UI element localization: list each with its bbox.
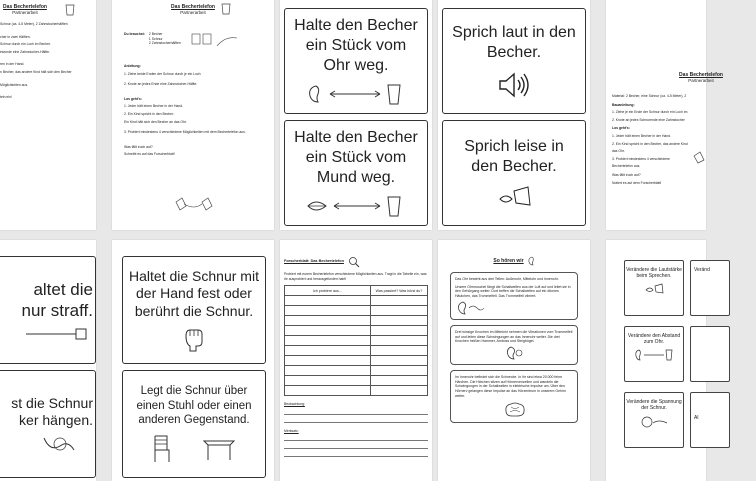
start-label: Los geht's: xyxy=(124,96,142,101)
magnifier-icon xyxy=(348,256,360,268)
mini-card-distance xyxy=(624,326,684,382)
mini-card-page xyxy=(606,240,710,481)
worksheet-line: 2. Knote an jedes Schnurende eine Zahnstocher xyxy=(612,117,685,122)
worksheet-line: Schnur durch ein Loch im Becher. xyxy=(0,42,51,47)
mini-card-text: Verändere die Lautstärke beim Sprechen. xyxy=(626,267,682,279)
observation-lines xyxy=(284,407,428,423)
worksheet-line: ewunde eine Zahnstocher-Hälfte. xyxy=(0,49,50,54)
research-table xyxy=(284,285,428,396)
worksheet-line: cher in zwei Hälften. xyxy=(0,34,31,39)
card-text: st die Schnur ker hängen. xyxy=(11,394,93,428)
mini-card-text: Veränd xyxy=(694,267,710,273)
mini-card-volume xyxy=(624,260,684,316)
research-title: Forscherblatt: Das Bechertelefon xyxy=(284,259,344,264)
instruction-step: 2. Ein Kind spricht in den Becher. xyxy=(124,111,174,116)
mouth-cup-icon xyxy=(496,185,532,209)
instruction-step: 1. Ziehe beide Enden der Schnur durch je ein Loch xyxy=(124,71,201,76)
instruction-step: 3. Probiert mindestens 4 verschiedene Möglichkeiten mit dem Bechertelefon aus. xyxy=(124,130,246,135)
card-text: Legt die Schnur über einen Stuhl oder einen anderen Gegenstand. xyxy=(136,385,252,427)
table-row xyxy=(285,336,428,346)
card-text: Sprich leise in den Becher. xyxy=(464,138,564,175)
ear-cup-icon xyxy=(306,82,406,106)
middle-ear-icon xyxy=(505,346,573,360)
research-sheet-page xyxy=(280,240,432,481)
worksheet-note: Schreibt es auf das Forscherblatt! xyxy=(124,152,175,157)
card-page-left xyxy=(0,240,96,481)
material-item: 1 Schnur xyxy=(148,36,163,41)
ear-cup-icon xyxy=(634,349,674,361)
bechertelefon-icon xyxy=(174,196,214,214)
card-page xyxy=(438,0,590,230)
method-label: Merksatz: xyxy=(284,428,299,433)
table-icon xyxy=(202,437,236,461)
card-hold-string xyxy=(122,256,266,364)
worksheet-line: Material: 2 Becher, eine Schnur (ca. 4-5 Meter), 2 xyxy=(612,94,687,98)
cup-icon xyxy=(64,4,76,16)
mini-card-partial xyxy=(690,326,730,382)
instruction-step: Ein Kind hält sich den Becher an das Ohr. xyxy=(124,119,187,124)
table-row xyxy=(285,356,428,366)
info-text: Drei winzige Knochen im Mittelohr nehmen die Vibrationen vom Trommelfell auf und leiten diese Schwingungen an das Innenohr weiter. Die drei Knochen heißen Hammer, Amboss und Steigbügel. xyxy=(455,329,573,344)
table-row xyxy=(285,326,428,336)
table-row xyxy=(285,376,428,386)
card-text: Haltet die Schnur mit der Hand fest oder berührt die Schnur. xyxy=(129,267,259,319)
worksheet-title: Das Bechertelefon xyxy=(679,72,723,78)
card-page xyxy=(112,240,274,481)
mini-card-text: Al xyxy=(694,415,699,421)
cups-and-string-icon xyxy=(191,32,239,50)
chair-icon xyxy=(152,434,172,464)
worksheet-line: Was fällt euch auf? xyxy=(612,172,641,177)
info-box-outer-ear xyxy=(450,272,578,320)
instruction-step: 1. Jeder hält einen Becher in der Hand. xyxy=(124,104,183,109)
worksheet-page-right xyxy=(606,0,723,230)
worksheet-line: Bauanleitung: xyxy=(612,102,635,107)
table-row xyxy=(285,366,428,376)
worksheet-line: 2. Ein Kind spricht in den Becher, das andere Kind xyxy=(612,141,688,146)
fist-icon xyxy=(182,324,206,352)
mini-card-partial xyxy=(690,260,730,316)
card-text: Sprich laut in den Becher. xyxy=(452,24,576,61)
research-col-header: Ich probiere aus... xyxy=(285,286,371,296)
ear-icon xyxy=(527,256,535,266)
worksheet-line: Notiert es auf dem Forscherblatt! xyxy=(612,180,662,185)
string-coil-icon xyxy=(639,415,669,429)
worksheet-line: Schnur (ca. 4-5 Meter), 2 Zahnstocherhälften xyxy=(0,22,68,26)
card-string-hang xyxy=(0,370,96,478)
outer-ear-icon xyxy=(455,301,573,315)
observation-label: Beobachtung: xyxy=(284,402,305,407)
loose-string-icon xyxy=(40,434,80,454)
material-item: 2 Zahnstocherhälften xyxy=(148,41,181,46)
table-row xyxy=(285,316,428,326)
instruction-step: 2. Knote an jedes Ende eine Zahnstocher-Hälfte. xyxy=(124,82,198,87)
worksheet-line: das Ohr. xyxy=(612,149,625,154)
card-ear-distance xyxy=(284,8,428,114)
worksheet-page xyxy=(112,0,274,230)
card-speak-loud xyxy=(442,8,586,114)
brain-icon xyxy=(503,402,573,418)
instructions-label: Anleitung: xyxy=(124,64,141,68)
worksheet-title: Das Bechertelefon xyxy=(171,4,215,10)
info-box-inner-ear xyxy=(450,370,578,423)
cup-icon xyxy=(220,3,232,15)
worksheet-line: 1. Ziehe je ein Ende der Schnur durch ein Loch im xyxy=(612,110,688,115)
worksheet-line: Möglichkeiten aus. xyxy=(0,82,29,87)
worksheet-subtitle: Partnerarbeit xyxy=(180,10,206,15)
table-row xyxy=(285,306,428,316)
mini-card-partial xyxy=(690,392,730,448)
worksheet-title: Das Bechertelefon xyxy=(3,4,47,10)
info-text: Im Innenohr befindet sich die Schnecke. In ihr sind etwa 20.000 feine Härchen. Die Härchen sitzen auf Hörnervenzellen und wandeln die Schwingungen in der Schallwellen in elektrische Impulse um. Über den Hörnerv gelangen diese Impulse an das Hörzentrum in unserem Gehirn weiter. xyxy=(455,375,566,398)
material-item: 2 Becher xyxy=(148,32,163,36)
table-row xyxy=(285,346,428,356)
method-lines xyxy=(284,433,428,457)
card-mouth-distance xyxy=(284,120,428,226)
table-row xyxy=(285,296,428,306)
mini-card-tension xyxy=(624,392,684,448)
worksheet-line: Los geht's: xyxy=(612,126,630,131)
materials-label: Du brauchst: xyxy=(124,32,145,36)
worksheet-line: Bechertelefon aus. xyxy=(612,164,641,169)
card-string-over-chair xyxy=(122,370,266,478)
worksheet-line: 3. Probiert mindestens 4 verschiedene xyxy=(612,156,670,161)
card-page xyxy=(280,0,432,230)
card-text: Halte den Becher ein Stück vom Ohr weg. xyxy=(294,17,418,74)
mini-card-text: Verändere die Spannung der Schnur. xyxy=(626,399,682,411)
worksheet-line: teln ein! xyxy=(0,95,12,100)
table-row xyxy=(285,386,428,396)
bechertelefon-icon xyxy=(692,150,706,164)
card-text: Halte den Becher ein Stück vom Mund weg. xyxy=(294,129,418,186)
mouth-cup-icon xyxy=(644,283,664,295)
research-intro: Probiert mit eurem Bechertelefon verschiedene Möglichkeiten aus. Tragt in die Tabelle ein, was ihr ausprobiert und herausgefunden habt! xyxy=(284,272,427,281)
worksheet-line: 1. Jeder hält einen Becher in der Hand. xyxy=(612,133,671,138)
taut-string-icon xyxy=(26,327,90,341)
mini-card-text: Verändere den Abstand zum Ohr. xyxy=(627,333,681,345)
worksheet-subtitle: Partnerarbeit xyxy=(688,78,714,83)
card-string-taut xyxy=(0,256,96,364)
card-speak-quiet xyxy=(442,120,586,226)
worksheet-page-left xyxy=(0,0,96,230)
worksheet-subtitle: Partnerarbeit xyxy=(12,10,38,15)
research-col-header: Was passiert? Was hörst du? xyxy=(370,286,427,296)
hearing-title: So hören wir xyxy=(493,258,524,264)
worksheet-line: ren in der Hand. xyxy=(0,62,25,67)
worksheet-line: n Becher, das andere Kind hält sich den Becher xyxy=(0,69,72,74)
info-text: Das Ohr besteht aus drei Teilen: Außenohr, Mittelohr und Innenohr. xyxy=(455,277,559,281)
mouth-cup-icon xyxy=(306,194,406,218)
worksheet-question: Was fällt euch auf? xyxy=(124,144,153,149)
speaker-loud-icon xyxy=(496,71,532,99)
info-text: Unsere Ohrmuschel fängt die Schallwellen aus der Luft auf und leitet sie in den Gehörgang weiter. Dort treffen die Schallwellen auf ein dünnes Häutchen, das Trommelfell. Das Trommelfell vibriert. xyxy=(455,284,571,299)
info-box-middle-ear xyxy=(450,325,578,365)
hearing-info-page xyxy=(438,240,590,481)
card-text: altet die nur straff. xyxy=(21,279,93,320)
